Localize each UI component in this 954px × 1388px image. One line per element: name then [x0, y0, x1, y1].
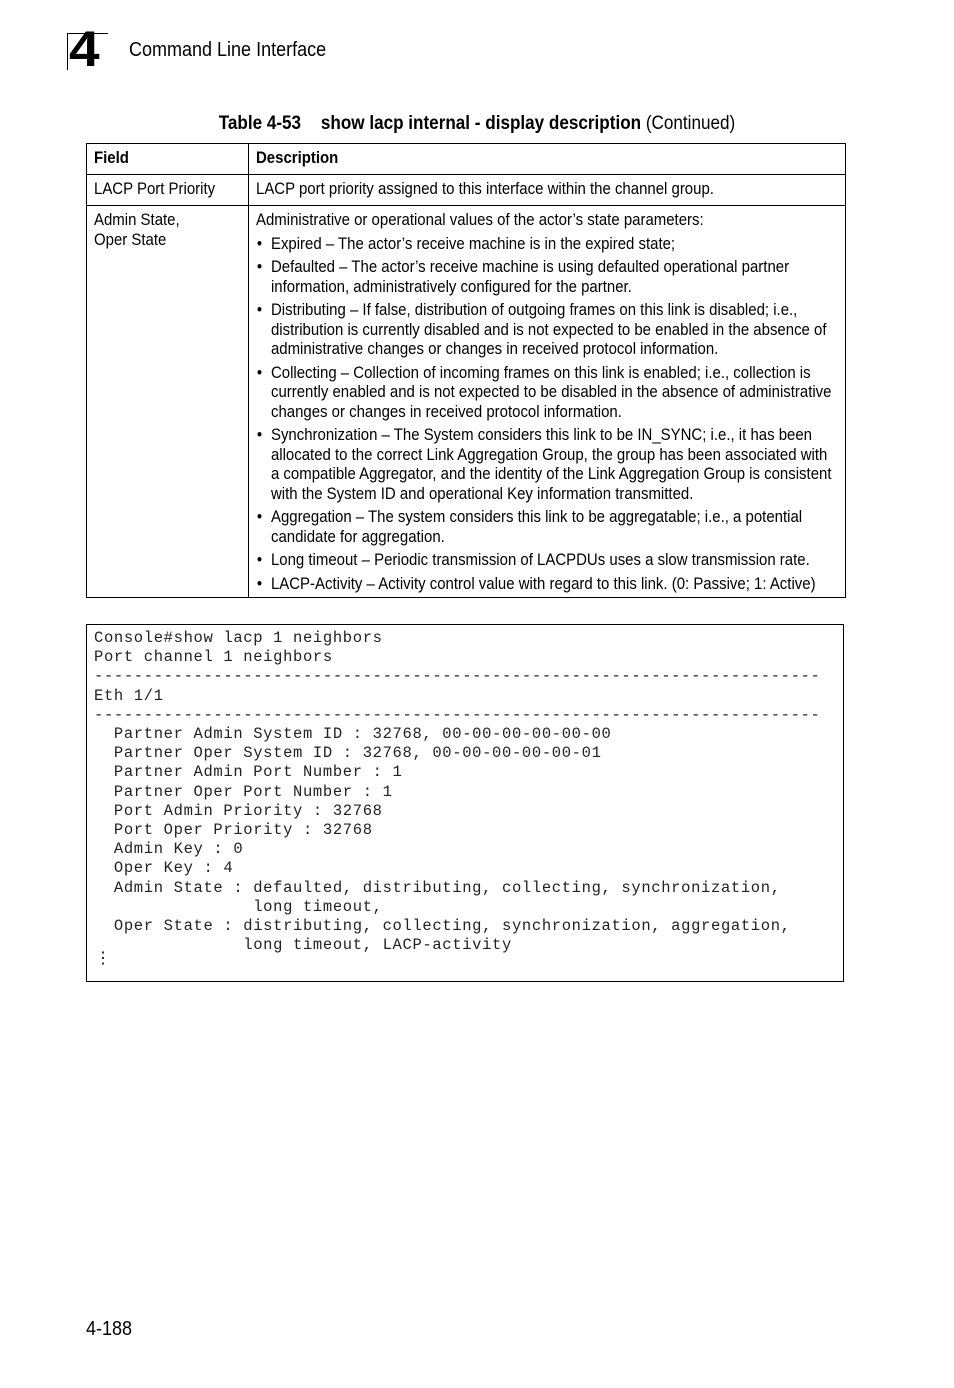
code-line: ------------------------------------------------------------------------- [94, 667, 821, 686]
field-cell: LACP Port Priority [87, 175, 249, 206]
description-cell: LACP port priority assigned to this interface within the channel group. [249, 175, 846, 206]
code-line: Partner Admin Port Number : 1 [94, 763, 403, 782]
table-row [87, 175, 846, 206]
table-caption-title: show lacp internal - display description [320, 113, 642, 134]
code-line: Console#show lacp 1 neighbors [94, 629, 383, 647]
field-cell: Admin State, Oper State [87, 206, 249, 598]
description-intro: Administrative or operational values of the actor’s state parameters: [256, 210, 704, 229]
table-caption [0, 113, 954, 135]
table-caption-suffix: (Continued) [645, 113, 736, 134]
code-line: Partner Oper System ID : 32768, 00-00-00-00-00-01 [94, 744, 602, 763]
code-line: Port Oper Priority : 32768 [94, 821, 373, 840]
code-line: Partner Oper Port Number : 1 [94, 782, 393, 801]
list-item: • Expired – The actor’s receive machine is in the expired state; [256, 233, 676, 253]
console-output [94, 629, 820, 955]
code-line: Admin Key : 0 [94, 840, 244, 859]
code-line: long timeout, [94, 897, 383, 916]
list-item: • Defaulted – The actor’s receive machine is using defaulted operational partner information, administratively configured for the partner. [256, 257, 790, 296]
list-item: • Aggregation – The system considers this link to be aggregatable; i.e., a potential candidate for aggregation. [256, 507, 803, 546]
table-caption-label: Table 4-53 [218, 113, 302, 134]
list-item: • LACP-Activity – Activity control value with regard to this link. (0: Passive; 1: Active) [256, 573, 816, 593]
list-item: • Long timeout – Periodic transmission of LACPDUs uses a slow transmission rate. [256, 550, 810, 569]
continuation-ellipsis: ⋮ [95, 950, 111, 967]
code-line: ------------------------------------------------------------------------- [94, 705, 821, 724]
code-line: Port channel 1 neighbors [94, 648, 333, 667]
chapter-number: 4 [69, 21, 100, 77]
code-line: Admin State : defaulted, distributing, collecting, synchronization, [94, 878, 781, 897]
code-line: Oper Key : 4 [94, 859, 234, 878]
page-number: 4-188 [86, 1318, 133, 1340]
code-line: Eth 1/1 [94, 686, 164, 705]
list-item: • Distributing – If false, distribution of outgoing frames on this link is disabled; i.e., distribution is currently disabled and is not expected to be enabled in the absence of administrative changes or changes in received protocol information. [256, 300, 827, 358]
list-item: • Synchronization – The System considers this link to be IN_SYNC; i.e., it has been allocated to the correct Link Aggregation Group, the group has been associated with a compatible Aggregator, and the identity of the Link Aggregation Group is consistent with the System ID and operational Key information transmitted. [256, 425, 832, 503]
code-line: Partner Admin System ID : 32768, 00-00-00-00-00-00 [94, 725, 612, 744]
column-header-description: Description [249, 144, 846, 175]
running-header-title: Command Line Interface [129, 39, 327, 61]
code-line: long timeout, LACP-activity [94, 936, 512, 955]
state-parameter-list [256, 234, 840, 594]
table-header-row [87, 144, 846, 175]
table-row [87, 206, 846, 598]
column-header-field: Field [87, 144, 249, 175]
code-line: Port Admin Priority : 32768 [94, 801, 383, 820]
description-table [86, 143, 846, 598]
list-item: • Collecting – Collection of incoming frames on this link is enabled; i.e., collection is currently enabled and is not expected to be disabled in the absence of administrative changes or changes in received protocol information. [256, 362, 832, 421]
code-line: Oper State : distributing, collecting, synchronization, aggregation, [94, 917, 791, 936]
description-cell [249, 206, 846, 598]
console-output-box [86, 624, 844, 982]
